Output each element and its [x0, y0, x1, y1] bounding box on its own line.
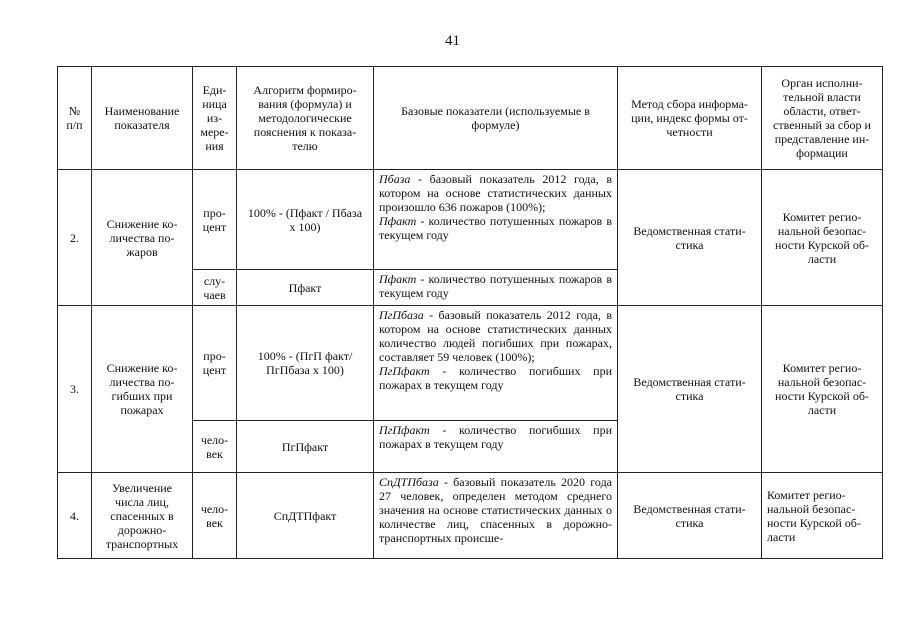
base-text: - количество погибших при пожарах в текущем году	[379, 364, 612, 392]
row-organ: Комитет регио- нальной безопас- ности Курской об- ласти	[762, 473, 883, 559]
row-num: 2.	[58, 170, 92, 306]
row-algorithm: Пфакт	[237, 270, 374, 306]
base-var: ПгПфакт	[379, 364, 430, 378]
header-num: № п/п	[58, 67, 92, 170]
base-var: СпДТПбаза	[379, 475, 439, 489]
row-unit: чело- век	[193, 473, 237, 559]
header-organ: Орган исполни- тельной власти области, ответ- ственный за сбор и представление ин- формации	[762, 67, 883, 170]
row-base-indicators	[374, 270, 618, 306]
row-unit: чело- век	[193, 421, 237, 473]
base-text: - базовый показатель 2012 года, в котором на основе статистических данных произошло 636 пожаров (100%);	[379, 172, 612, 214]
row-num: 3.	[58, 306, 92, 473]
base-var: Пфакт	[379, 272, 417, 286]
base-var: ПгПбаза	[379, 308, 424, 322]
base-var: Пбаза	[379, 172, 411, 186]
base-text: - базовый показатель 2020 года 27 человек, определен методом среднего значения на основе статистических данных о количестве лиц, спасенных в дорожно-транспортных происше-	[379, 475, 612, 545]
row-algorithm: 100% - (Пфакт / Пбаза х 100)	[237, 170, 374, 270]
base-var: ПгПфакт	[379, 423, 430, 437]
base-text: - количество потушенных пожаров в текущем году	[379, 214, 612, 242]
row-algorithm: 100% - (ПгП факт/ ПгПбаза х 100)	[237, 306, 374, 421]
row-organ: Комитет регио- нальной безопас- ности Курской об- ласти	[762, 306, 883, 473]
row-unit: слу- чаев	[193, 270, 237, 306]
header-unit: Еди- ница из- мере- ния	[193, 67, 237, 170]
table-row	[58, 306, 883, 421]
row-name: Снижение ко- личества по- жаров	[92, 170, 193, 306]
table-row	[58, 170, 883, 270]
row-num: 4.	[58, 473, 92, 559]
table-row	[58, 473, 883, 559]
row-base-indicators	[374, 421, 618, 473]
page-number: 41	[445, 33, 460, 49]
row-unit: про- цент	[193, 170, 237, 270]
row-base-indicators	[374, 473, 618, 559]
row-method: Ведомственная стати- стика	[618, 306, 762, 473]
base-text: - базовый показатель 2012 года, в котором на основе статистических данных количество людей погибших при пожарах, составляет 59 человек (100%);	[379, 308, 612, 364]
row-unit: про- цент	[193, 306, 237, 421]
header-name: Наименование показателя	[92, 67, 193, 170]
base-text: - количество потушенных пожаров в текущем году	[379, 272, 612, 300]
row-organ: Комитет регио- нальной безопас- ности Курской об- ласти	[762, 170, 883, 306]
row-method: Ведомственная стати- стика	[618, 170, 762, 306]
header-algorithm: Алгоритм формиро- вания (формула) и методологические пояснения к показа- телю	[237, 67, 374, 170]
indicators-table	[57, 66, 883, 559]
row-base-indicators	[374, 306, 618, 421]
row-method: Ведомственная стати- стика	[618, 473, 762, 559]
row-name: Увеличение числа лиц, спасенных в дорожно- транспортных	[92, 473, 193, 559]
row-name: Снижение ко- личества по- гибших при пожарах	[92, 306, 193, 473]
header-method: Метод сбора информа- ции, индекс формы от- четности	[618, 67, 762, 170]
row-base-indicators	[374, 170, 618, 270]
base-var: Пфакт	[379, 214, 417, 228]
header-base: Базовые показатели (используемые в формуле)	[374, 67, 618, 170]
row-algorithm: ПгПфакт	[237, 421, 374, 473]
row-algorithm: СпДТПфакт	[237, 473, 374, 559]
header-row	[58, 67, 883, 170]
base-text: - количество погибших при пожарах в текущем году	[379, 423, 612, 451]
